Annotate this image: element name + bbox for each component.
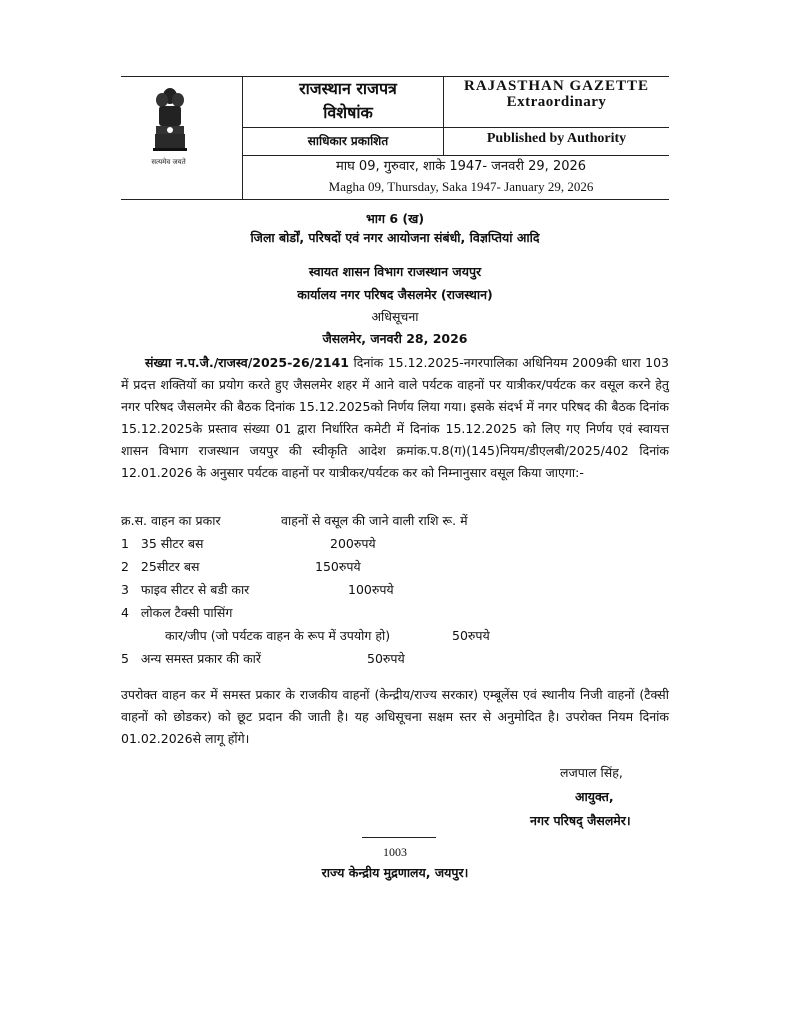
hindi-gazette-subtitle: विशेषांक: [323, 103, 373, 122]
english-gazette-title: RAJASTHAN GAZETTE: [464, 78, 649, 94]
rate-row-4-sub: कार/जीप (जो पर्यटक वाहन के रूप में उपयोग हो): [165, 628, 391, 643]
gazette-masthead: [121, 76, 669, 200]
rate-type: फाइव सीटर से बडी कार: [140, 582, 250, 597]
emblem-cell: [121, 76, 242, 200]
page-number: 1003: [383, 845, 407, 859]
english-authority: Published by Authority: [486, 131, 627, 146]
office-heading: कार्यालय नगर परिषद जैसलमेर (राजस्थान): [297, 287, 493, 302]
rate-no: 1: [121, 536, 129, 551]
date-english: Magha 09, Thursday, Saka 1947- January 29, 2026: [328, 179, 594, 194]
department-heading: स्वायत शासन विभाग राजस्थान जयपुर: [308, 264, 482, 279]
rate-amount: 100रुपये: [348, 582, 394, 597]
signatory-office: नगर परिषद् जैसलमेर।: [530, 813, 631, 828]
rate-type: अन्य समस्त प्रकार की कारें: [140, 651, 262, 666]
paragraph-1-text: दिनांक 15.12.2025-नगरपालिका अधिनियम 2009की धारा 103 में प्रदत्त शक्तियों का प्रयोग करते हुए जैसलमेर शहर में आने वाले पर्यटक वाहनों पर यात्रीकर/पर्यटक कर वसूल करने हेतु नगर परिषद जैसलमेर की बैठक दिनांक 15.12.2025को निर्णय लिया गया। इसके संदर्भ में नगर परिषद की बैठक दिनांक 15.12.2025के प्रस्ताव संख्या 01 द्वारा निर्धारित कमेटी में दिनांक 15.12.2025 को लिए गए निर्णय एवं स्वायत्त शासन विभाग राजस्थान जयपुर की स्वीकृति आदेश क्रमांक.प.8(ग)(145)नियम/डीएलबी/2025/402 दिनांक 12.01.2026 के अनुसार पर्यटक वाहनों पर यात्रीकर/पर्यटक कर को निम्नानुसार वसूल किया जाएगा:-: [121, 355, 669, 480]
rate-no: 3: [121, 582, 129, 597]
signatory-name: लजपाल सिंह,: [560, 765, 623, 780]
table-header-amount: वाहनों से वसूल की जाने वाली राशि रू. में: [281, 513, 468, 528]
rate-amount: 50रुपये: [452, 628, 490, 643]
masthead-divider-horizontal: [242, 127, 669, 128]
english-gazette-subtitle: Extraordinary: [506, 94, 607, 110]
hindi-gazette-title: राजस्थान राजपत्र: [299, 79, 397, 98]
rate-type: 35 सीटर बस: [140, 536, 204, 551]
paragraph-2-text: उपरोक्त वाहन कर में समस्त प्रकार के राजकीय वाहनों (केन्द्रीय/राज्य सरकार) एम्बूलेंस एवं स्थानीय निजी वाहनों (टैक्सी वाहनों को छोडकर) को छूट प्रदान की जाती है। यह अधिसूचना सक्षम स्तर से अनुमोदित है। उपरोक्त नियम दिनांक 01.02.2026से लागू होंगे।: [121, 687, 669, 746]
rate-amount: 50रुपये: [367, 651, 405, 666]
notice-paragraph-2: [121, 684, 669, 750]
reference-number: संख्या न.प.जै./राजस्व/2025-26/2141: [145, 355, 350, 370]
press-name: राज्य केन्द्रीय मुद्रणालय, जयपुर।: [321, 865, 469, 880]
table-header-no-type: क्र.स. वाहन का प्रकार: [121, 513, 221, 528]
rate-row-5: [121, 649, 261, 669]
rate-amount: 150रुपये: [315, 559, 361, 574]
signatory-designation: आयुक्त,: [575, 789, 614, 804]
rate-no: 2: [121, 559, 129, 574]
rate-row-4: [121, 603, 232, 623]
section-heading: जिला बोर्डों, परिषदों एवं नगर आयोजना संबंधी, विज्ञप्तियां आदि: [250, 230, 540, 245]
footer-rule: [362, 837, 436, 838]
place-date: जैसलमेर, जनवरी 28, 2026: [322, 331, 468, 346]
rate-row-1: [121, 534, 203, 554]
notice-paragraph-1: [121, 352, 669, 484]
date-hindi: माघ 09, गुरुवार, शाके 1947- जनवरी 29, 2026: [335, 159, 587, 174]
notice-type: अधिसूचना: [371, 309, 419, 324]
rate-no: 5: [121, 651, 129, 666]
rate-type: 25सीटर बस: [140, 559, 200, 574]
rate-row-3: [121, 580, 249, 600]
hindi-authority: साधिकार प्रकाशित: [307, 134, 389, 148]
rate-amount: 200रुपये: [330, 536, 376, 551]
rate-row-2: [121, 557, 199, 577]
emblem-motto: सत्यमेव जयते: [151, 158, 186, 166]
rate-type: लोकल टैक्सी पासिंग: [140, 605, 233, 620]
masthead-divider-left: [242, 76, 243, 200]
masthead-divider-date: [242, 155, 669, 156]
section-part: भाग 6 (ख): [365, 211, 425, 226]
state-emblem-icon: [153, 86, 187, 156]
rate-no: 4: [121, 605, 129, 620]
